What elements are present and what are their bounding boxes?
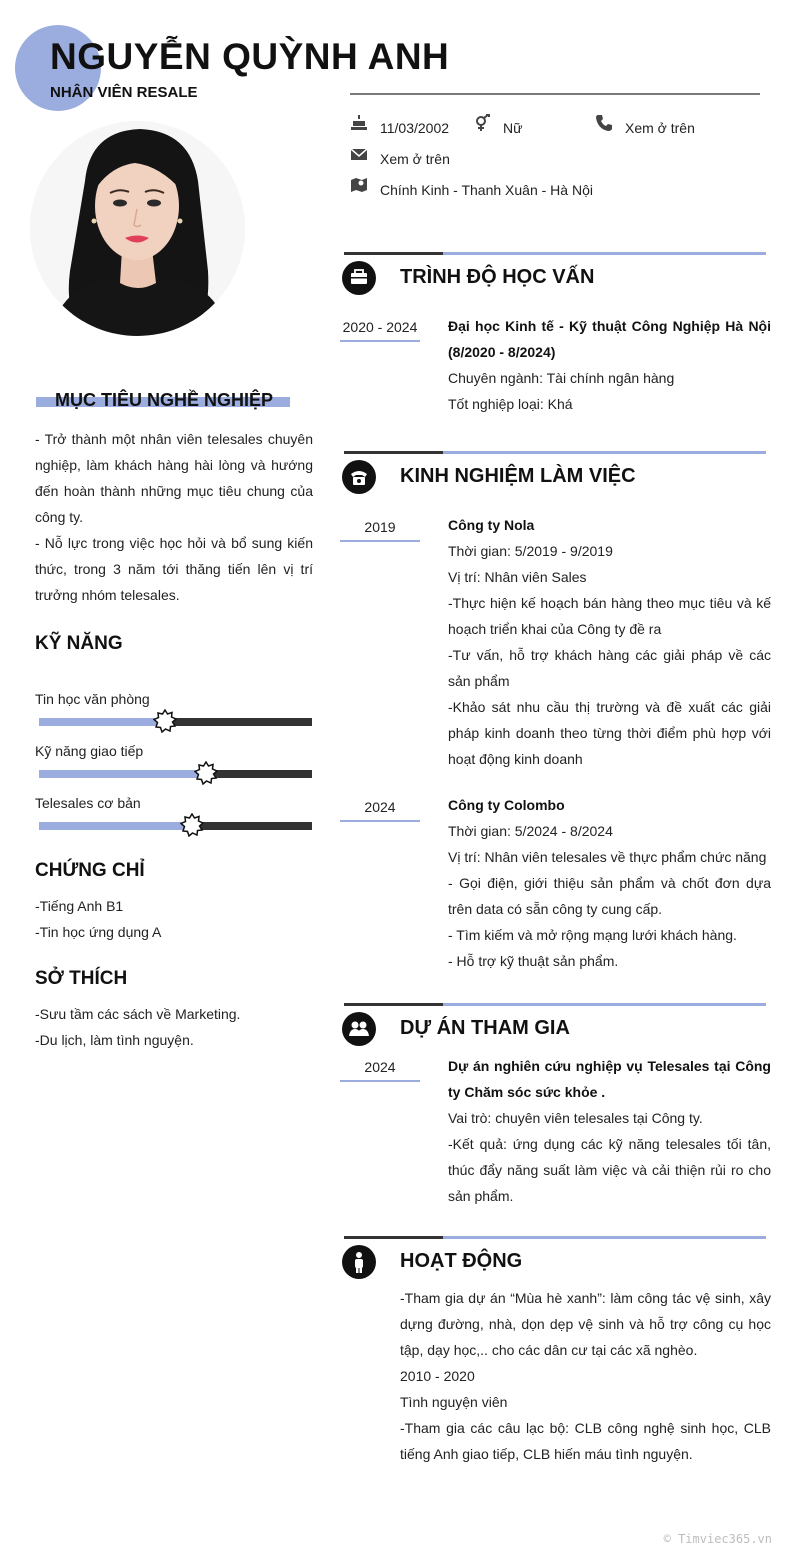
gender-icon — [473, 114, 491, 132]
section-divider — [443, 1003, 766, 1006]
job-title: NHÂN VIÊN RESALE — [50, 84, 198, 101]
certificate-item: -Tiếng Anh B1 — [35, 898, 124, 914]
candidate-name: NGUYỄN QUỲNH ANH — [50, 36, 450, 77]
company-name: Công ty Colombo — [448, 797, 565, 813]
phone-icon — [595, 114, 613, 132]
project-date: 2024 — [364, 1059, 396, 1075]
job-date: 2024 — [364, 799, 396, 815]
job-entry — [448, 512, 771, 772]
section-divider — [344, 1236, 443, 1239]
skills-title: KỸ NĂNG — [35, 633, 123, 654]
profile-photo — [30, 121, 245, 336]
section-divider — [443, 1236, 766, 1239]
skill-bar — [39, 822, 312, 830]
skill-knob-icon — [194, 761, 218, 785]
activity-line: Tình nguyện viên — [400, 1394, 508, 1410]
group-icon — [342, 1012, 376, 1046]
email-value: Xem ở trên — [380, 151, 450, 167]
person-icon — [342, 1245, 376, 1279]
birthday-row — [350, 114, 368, 137]
hobby-item: -Du lịch, làm tình nguyện. — [35, 1032, 194, 1048]
briefcase-icon — [342, 261, 376, 295]
project-entry — [448, 1053, 771, 1209]
education-major: Chuyên ngành: Tài chính ngân hàng — [448, 370, 675, 386]
header-divider — [350, 93, 760, 95]
job-line: -Khảo sát nhu cầu thị trường và đề xuất các giải pháp kinh doanh theo từng thời điểm phù hợp với hoạt động kinh doanh — [448, 699, 771, 767]
skill-bar — [39, 718, 312, 726]
job-entry — [448, 792, 771, 974]
section-divider — [344, 1003, 443, 1006]
skill-bar-fill — [39, 822, 192, 830]
cake-icon — [350, 114, 368, 132]
job-line: Vị trí: Nhân viên telesales về thực phẩm chức năng — [448, 849, 767, 865]
telephone-icon — [342, 460, 376, 494]
projects-title: DỰ ÁN THAM GIA — [400, 1017, 570, 1039]
activities-title: HOẠT ĐỘNG — [400, 1250, 523, 1272]
skill-bar-fill — [39, 770, 206, 778]
email-row — [350, 146, 368, 169]
section-divider — [443, 451, 766, 454]
section-divider — [443, 252, 766, 255]
education-entry — [448, 313, 771, 417]
job-line: -Thực hiện kế hoạch bán hàng theo mục tiêu và kế hoạch triển khai của Công ty đề ra — [448, 595, 771, 637]
date-underline — [340, 540, 420, 542]
gender-value: Nữ — [503, 120, 523, 136]
project-name: Dự án nghiên cứu nghiệp vụ Telesales tại Công ty Chăm sóc sức khỏe . — [448, 1058, 771, 1100]
education-title: TRÌNH ĐỘ HỌC VẤN — [400, 266, 595, 288]
school-name: Đại học Kinh tế - Kỹ thuật Công Nghiệp Hà Nội (8/2020 - 8/2024) — [448, 318, 771, 360]
project-line: -Kết quả: ứng dụng các kỹ năng telesales tối tân, thúc đẩy năng suất làm việc và cải thiện rủi ro cho sản phẩm. — [448, 1136, 771, 1204]
phone-value: Xem ở trên — [625, 120, 695, 136]
job-line: - Gọi điện, giới thiệu sản phẩm và chốt đơn dựa trên data có sẵn công ty cung cấp. — [448, 875, 771, 917]
map-pin-icon — [350, 176, 368, 194]
job-line: -Tư vấn, hỗ trợ khách hàng các giải pháp về các sản phẩm — [448, 647, 771, 689]
skill-bar — [39, 770, 312, 778]
company-name: Công ty Nola — [448, 517, 535, 533]
certificate-item: -Tin học ứng dụng A — [35, 924, 162, 940]
skill-knob-icon — [180, 813, 204, 837]
skill-knob-icon — [153, 709, 177, 733]
skill-label: Kỹ năng giao tiếp — [35, 743, 144, 759]
birthday-value: 11/03/2002 — [380, 120, 450, 136]
job-line: Thời gian: 5/2019 - 9/2019 — [448, 543, 613, 559]
job-line: Vị trí: Nhân viên Sales — [448, 569, 587, 585]
skill-label: Tin học văn phòng — [35, 691, 150, 707]
hobbies-title: SỞ THÍCH — [35, 968, 128, 989]
objective-paragraph: - Nỗ lực trong việc học hỏi và bổ sung kiến thức, trong 3 năm tới thăng tiến lên vị trí trưởng nhóm telesales. — [35, 535, 313, 603]
date-underline — [340, 340, 420, 342]
date-underline — [340, 820, 420, 822]
skill-bar-fill — [39, 718, 165, 726]
objective-title: MỤC TIÊU NGHỀ NGHIỆP — [55, 390, 274, 410]
watermark: © Timviec365.vn — [663, 1532, 772, 1546]
job-line: - Tìm kiếm và mở rộng mạng lưới khách hàng. — [448, 927, 737, 943]
phone-row — [595, 114, 613, 137]
activity-line: 2010 - 2020 — [400, 1368, 475, 1384]
skill-label: Telesales cơ bản — [35, 795, 141, 811]
certificates-title: CHỨNG CHỈ — [35, 860, 145, 881]
objective-paragraph: - Trở thành một nhân viên telesales chuyên nghiệp, làm khách hàng hài lòng và hướng đến hoàn thành những mục tiêu chung của công ty. — [35, 431, 313, 525]
job-date: 2019 — [364, 519, 396, 535]
section-divider — [344, 451, 443, 454]
section-divider — [344, 252, 443, 255]
experience-title: KINH NGHIỆM LÀM VIỆC — [400, 465, 636, 487]
objective-text — [35, 426, 313, 608]
job-line: Thời gian: 5/2024 - 8/2024 — [448, 823, 613, 839]
date-underline — [340, 1080, 420, 1082]
gender-row — [473, 114, 491, 137]
job-line: - Hỗ trợ kỹ thuật sản phẩm. — [448, 953, 619, 969]
activities-entry — [400, 1285, 771, 1467]
education-grade: Tốt nghiệp loại: Khá — [448, 396, 573, 412]
address-value: Chính Kinh - Thanh Xuân - Hà Nội — [380, 182, 593, 198]
activity-line: -Tham gia dự án “Mùa hè xanh”: làm công tác vệ sinh, xây dựng đường, nhà, dọn dẹp vệ sinh và hỗ trợ công cụ học tập, dạy học,.. cho các dân cư tại các xã nghèo. — [400, 1290, 771, 1358]
project-line: Vai trò: chuyên viên telesales tại Công ty. — [448, 1110, 703, 1126]
activity-line: -Tham gia các câu lạc bộ: CLB công nghệ sinh học, CLB tiếng Anh giao tiếp, CLB hiến máu tình nguyện. — [400, 1420, 771, 1462]
address-row — [350, 176, 368, 199]
hobby-item: -Sưu tầm các sách về Marketing. — [35, 1006, 241, 1022]
education-date: 2020 - 2024 — [342, 319, 418, 335]
envelope-icon — [350, 146, 368, 164]
